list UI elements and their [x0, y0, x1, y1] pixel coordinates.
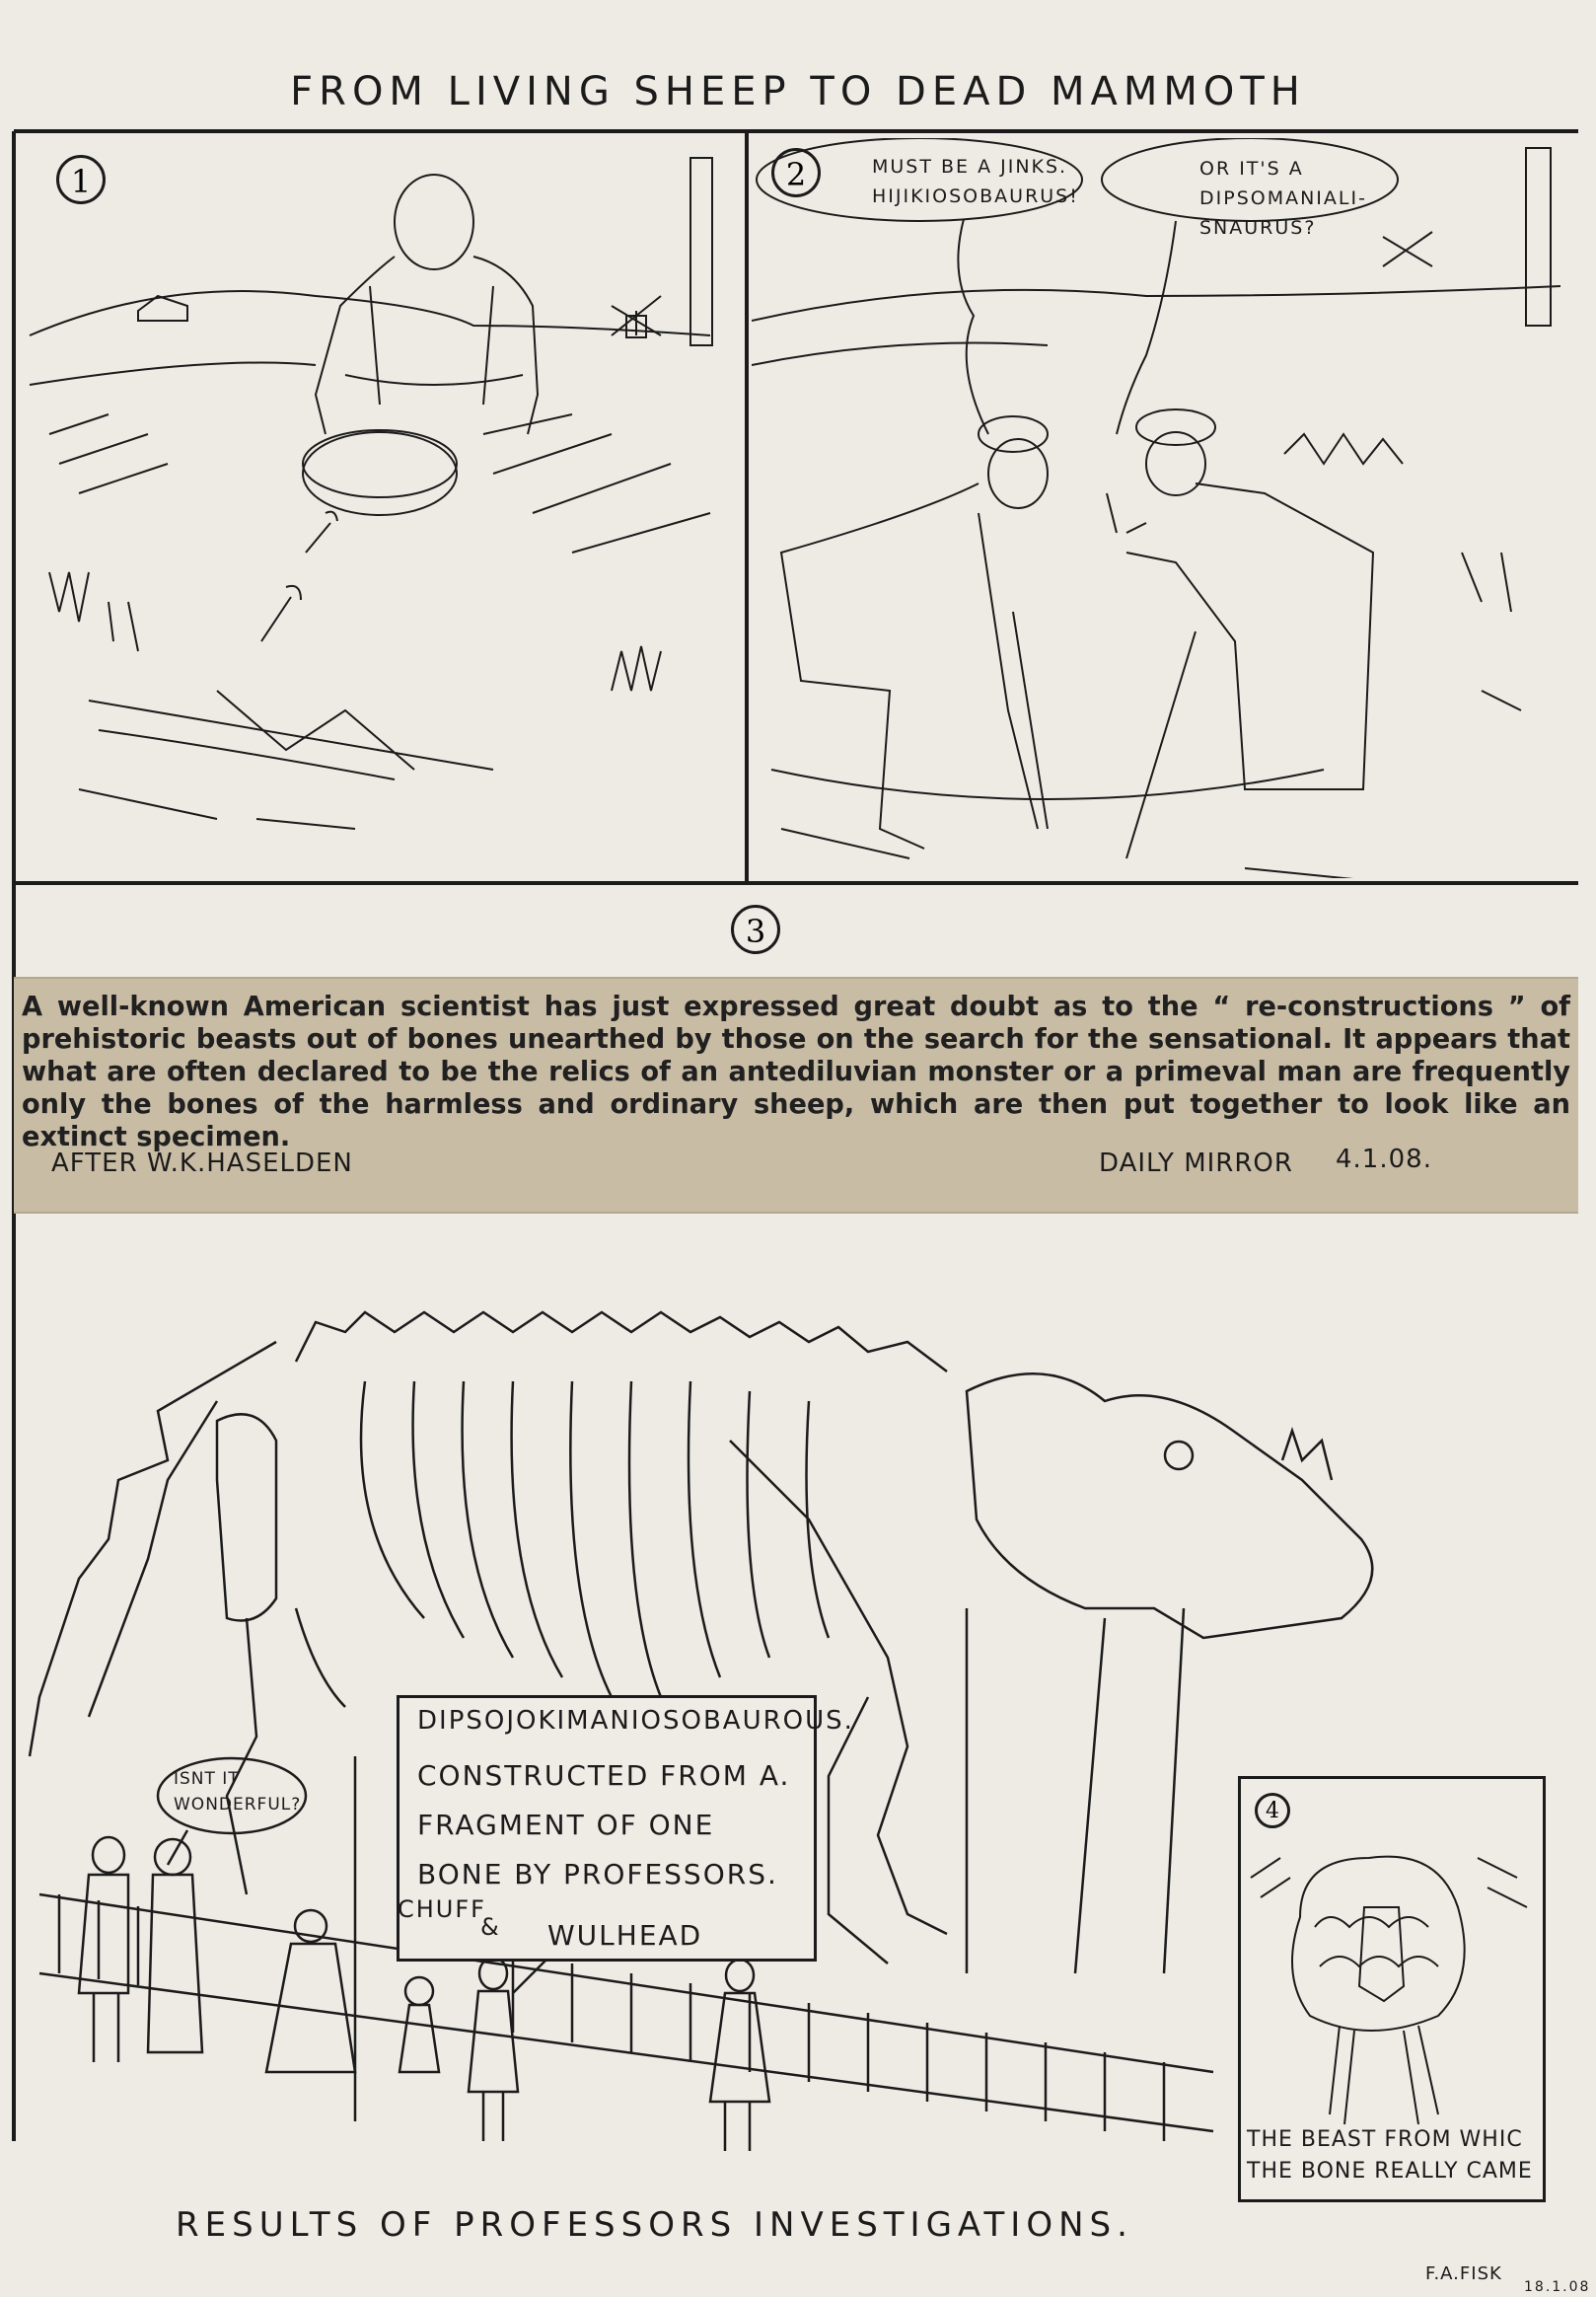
panel-4-number: 4: [1255, 1793, 1290, 1828]
panel-3-number: 3: [731, 905, 780, 954]
speech-bubble-right: [1199, 154, 1367, 243]
speech-bubble-wonderful: [174, 1766, 301, 1817]
panel-2-number: 2: [771, 148, 821, 197]
sign-line-6: &: [480, 1913, 501, 1941]
panel-4-caption-line-2: THE BONE REALLY CAME: [1247, 2159, 1533, 2184]
clipping-credit: AFTER W.K.HASELDEN: [51, 1148, 353, 1178]
speech-left-line-1: MUST BE A JINKS.: [872, 156, 1068, 178]
sign-line-3: FRAGMENT OF ONE: [417, 1809, 715, 1841]
sign-line-4: BONE BY PROFESSORS.: [417, 1858, 778, 1890]
newspaper-clipping: [14, 977, 1578, 1214]
panel-2-drawing: [752, 138, 1578, 878]
speech-right-line-2: DIPSOMANIALI-: [1199, 187, 1367, 209]
sign-line-2: CONSTRUCTED FROM A.: [417, 1759, 791, 1792]
cartoon-title: FROM LIVING SHEEP TO DEAD MAMMOTH: [290, 69, 1306, 114]
sheep-drawing: [1241, 1818, 1543, 2154]
clipping-date: 4.1.08.: [1336, 1145, 1432, 1174]
clipping-source: DAILY MIRROR: [1099, 1148, 1293, 1178]
bottom-caption: RESULTS OF PROFESSORS INVESTIGATIONS.: [176, 2205, 1133, 2245]
speech-left-line-2: HIJIKIOSOBAURUS!: [872, 185, 1079, 207]
sign-line-5: CHUFF: [398, 1895, 486, 1923]
signature-date: 18.1.08: [1524, 2279, 1591, 2295]
speech-right-line-3: SNAURUS?: [1199, 217, 1317, 239]
clipping-text: A well-known American scientist has just expressed great doubt as to the “ re-constructions ” of prehistoric beasts out of bones unearthed by those on the search for the sensational. It appears that what are often declared to be the relics of an antediluvian monster or a primeval man are frequently only the bones of the harmless and ordinary sheep, which are then put together to look like an extinct specimen.: [22, 992, 1570, 1152]
artist-signature: F.A.FISK: [1425, 2263, 1502, 2284]
sign-line-7: WULHEAD: [547, 1919, 703, 1952]
panel-4-caption-line-1: THE BEAST FROM WHIC: [1247, 2127, 1523, 2152]
speech-bubble-left: [872, 152, 1079, 211]
panel-1-drawing: [20, 138, 745, 878]
wonderful-line-2: WONDERFUL?: [174, 1795, 302, 1815]
wonderful-line-1: ISNT IT: [174, 1769, 240, 1789]
panel-4: [1238, 1776, 1546, 2202]
speech-right-line-1: OR IT'S A: [1199, 158, 1304, 180]
sign-line-1: DIPSOJOKIMANIOSOBAUROUS.: [417, 1706, 854, 1736]
panel-1-number: 1: [56, 155, 106, 204]
exhibit-sign: [397, 1695, 854, 1962]
panel-4-caption: [1247, 2124, 1533, 2187]
